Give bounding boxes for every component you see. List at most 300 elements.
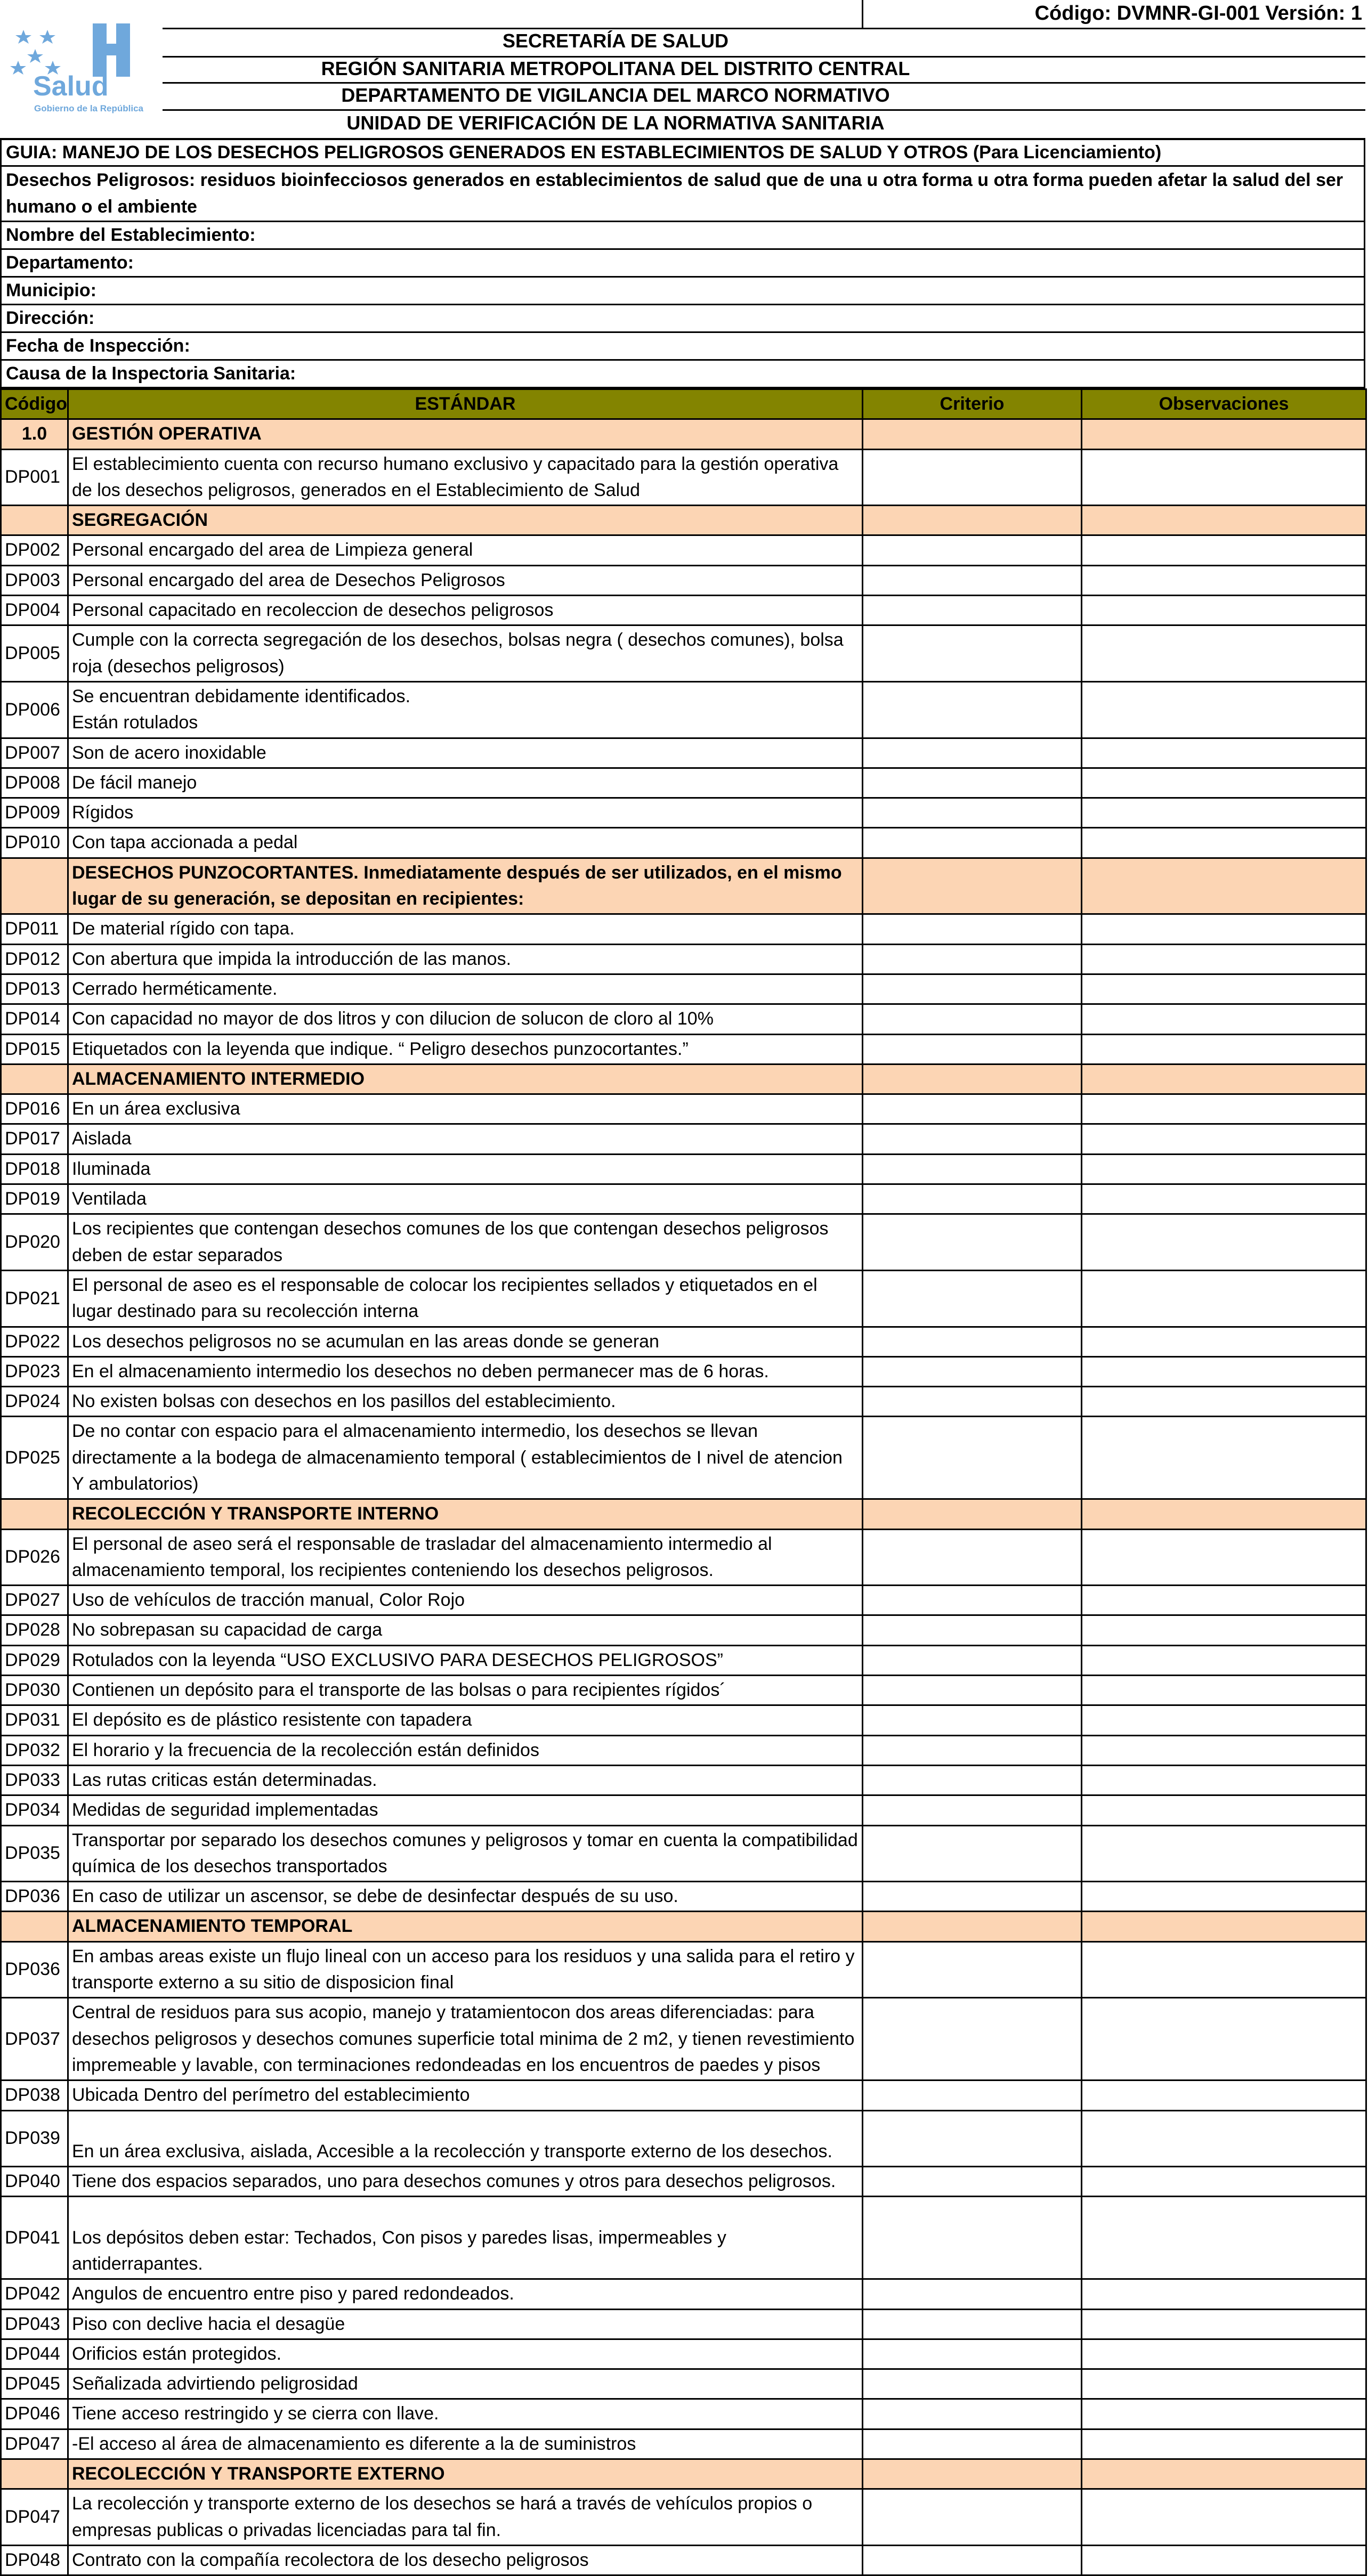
row-standard: Son de acero inoxidable [68, 738, 863, 768]
observaciones-cell[interactable] [1082, 419, 1366, 449]
observaciones-cell[interactable] [1082, 2309, 1366, 2339]
criterio-cell[interactable] [863, 944, 1082, 974]
observaciones-cell[interactable] [1082, 1998, 1366, 2081]
field-address [0, 305, 1365, 333]
table-row [1, 768, 1366, 798]
criterio-cell[interactable] [863, 1034, 1082, 1064]
row-code: DP021 [1, 1270, 68, 1327]
row-code: DP039 [1, 2110, 68, 2167]
row-code: DP046 [1, 2399, 68, 2429]
observaciones-cell[interactable] [1082, 449, 1366, 506]
table-row [1, 625, 1366, 682]
row-code: DP035 [1, 1825, 68, 1882]
observaciones-cell[interactable] [1082, 1912, 1366, 1941]
row-standard: De no contar con espacio para el almacenamiento intermedio, los desechos se llevan directamente a la bodega de almacenamiento temporal ( establecimientos de I nivel de atencion Y ambulatorios) [68, 1417, 863, 1499]
observaciones-cell[interactable] [1082, 2339, 1366, 2369]
row-code: DP001 [1, 449, 68, 506]
row-code: DP024 [1, 1387, 68, 1417]
table-row [1, 1795, 1366, 1825]
field-label: Municipio: [6, 280, 96, 300]
col-header-criterio: Criterio [863, 389, 1082, 419]
row-standard: Señalizada advirtiendo peligrosidad [68, 2369, 863, 2399]
criterio-cell[interactable] [863, 565, 1082, 595]
criterio-cell[interactable] [863, 798, 1082, 828]
criterio-cell[interactable] [863, 1825, 1082, 1882]
row-standard: No existen bolsas con desechos en los pasillos del establecimiento. [68, 1387, 863, 1417]
criterio-cell[interactable] [863, 625, 1082, 682]
table-row [1, 798, 1366, 828]
observaciones-cell[interactable] [1082, 1004, 1366, 1034]
observaciones-cell[interactable] [1082, 2429, 1366, 2459]
table-row [1, 1184, 1366, 1214]
observaciones-cell[interactable] [1082, 506, 1366, 535]
row-code: DP043 [1, 2309, 68, 2339]
row-code: DP020 [1, 1214, 68, 1271]
criterio-cell[interactable] [863, 1417, 1082, 1499]
row-standard: DESECHOS PUNZOCORTANTES. Inmediatamente después de ser utilizados, en el mismo lugar de su generación, se depositan en recipientes: [68, 858, 863, 914]
row-code: DP047 [1, 2429, 68, 2459]
criterio-cell[interactable] [863, 1615, 1082, 1645]
criterio-cell[interactable] [863, 1327, 1082, 1356]
row-code: DP018 [1, 1154, 68, 1184]
observaciones-cell[interactable] [1082, 944, 1366, 974]
row-standard: Medidas de seguridad implementadas [68, 1795, 863, 1825]
criterio-cell[interactable] [863, 419, 1082, 449]
criterio-cell[interactable] [863, 1064, 1082, 1094]
field-label: Nombre del Establecimiento: [6, 225, 256, 245]
criterio-cell[interactable] [863, 1882, 1082, 1912]
table-row [1, 1676, 1366, 1705]
row-standard: Cerrado herméticamente. [68, 974, 863, 1004]
row-code: DP042 [1, 2279, 68, 2309]
observaciones-cell[interactable] [1082, 1064, 1366, 1094]
row-standard: El personal de aseo es el responsable de colocar los recipientes sellados y etiquetados en el lugar destinado para su recolección interna [68, 1270, 863, 1327]
observaciones-cell[interactable] [1082, 1094, 1366, 1124]
row-standard: Cumple con la correcta segregación de los desechos, bolsas negra ( desechos comunes), bolsa roja (desechos peligrosos) [68, 625, 863, 682]
observaciones-cell[interactable] [1082, 1615, 1366, 1645]
row-standard: GESTIÓN OPERATIVA [68, 419, 863, 449]
field-department [0, 250, 1365, 278]
section-row [1, 1064, 1366, 1094]
row-standard: RECOLECCIÓN Y TRANSPORTE INTERNO [68, 1499, 863, 1529]
row-code: DP014 [1, 1004, 68, 1034]
table-row [1, 1825, 1366, 1882]
row-standard: Personal encargado del area de Limpieza general [68, 535, 863, 565]
observaciones-cell[interactable] [1082, 858, 1366, 914]
row-code: DP037 [1, 1998, 68, 2081]
table-row [1, 1882, 1366, 1912]
table-row [1, 1417, 1366, 1499]
row-code: DP027 [1, 1586, 68, 1615]
row-code: DP015 [1, 1034, 68, 1064]
table-row [1, 1529, 1366, 1586]
row-code: DP007 [1, 738, 68, 768]
row-standard: Personal encargado del area de Desechos Peligrosos [68, 565, 863, 595]
col-header-standard: ESTÁNDAR [68, 389, 863, 419]
observaciones-cell[interactable] [1082, 625, 1366, 682]
criterio-cell[interactable] [863, 828, 1082, 858]
row-code: DP025 [1, 1417, 68, 1499]
criterio-cell[interactable] [863, 2459, 1082, 2489]
definition [0, 167, 1365, 222]
observaciones-cell[interactable] [1082, 1882, 1366, 1912]
header-rule [163, 82, 1365, 84]
table-row [1, 1387, 1366, 1417]
criterio-cell[interactable] [863, 2309, 1082, 2339]
criterio-cell[interactable] [863, 1795, 1082, 1825]
criterio-cell[interactable] [863, 914, 1082, 944]
row-standard: Los recipientes que contengan desechos comunes de los que contengan desechos peligrosos deben de estar separados [68, 1214, 863, 1271]
row-code: DP022 [1, 1327, 68, 1356]
row-standard: Etiquetados con la leyenda que indique. “ Peligro desechos punzocortantes.” [68, 1034, 863, 1064]
row-standard: Ubicada Dentro del perímetro del establecimiento [68, 2081, 863, 2110]
observaciones-cell[interactable] [1082, 1154, 1366, 1184]
observaciones-cell[interactable] [1082, 1586, 1366, 1615]
col-header-observaciones: Observaciones [1082, 389, 1366, 419]
row-code [1, 506, 68, 535]
row-code: DP002 [1, 535, 68, 565]
table-row [1, 1998, 1366, 2081]
table-row [1, 738, 1366, 768]
observaciones-cell[interactable] [1082, 1765, 1366, 1795]
row-standard: La recolección y transporte externo de los desechos se hará a través de vehículos propios o empresas publicas o privadas licenciadas para tal fin. [68, 2489, 863, 2546]
observaciones-cell[interactable] [1082, 1327, 1366, 1356]
row-standard: Tiene dos espacios separados, uno para desechos comunes y otros para desechos peligrosos. [68, 2167, 863, 2197]
row-standard: Personal capacitado en recoleccion de desechos peligrosos [68, 596, 863, 625]
criterio-cell[interactable] [863, 2279, 1082, 2309]
document-header [0, 0, 1365, 140]
observaciones-cell[interactable] [1082, 1214, 1366, 1271]
row-standard: Transportar por separado los desechos comunes y peligrosos y tomar en cuenta la compatibilidad química de los desechos transportados [68, 1825, 863, 1882]
criterio-cell[interactable] [863, 1586, 1082, 1615]
field-label: Dirección: [6, 308, 95, 328]
observaciones-cell[interactable] [1082, 1705, 1366, 1735]
section-row [1, 419, 1366, 449]
header-rule [163, 28, 1365, 29]
table-row [1, 944, 1366, 974]
row-standard: No sobrepasan su capacidad de carga [68, 1615, 863, 1645]
table-row [1, 2339, 1366, 2369]
row-code: DP034 [1, 1795, 68, 1825]
table-row [1, 2081, 1366, 2110]
table-row [1, 1586, 1366, 1615]
criterio-cell[interactable] [863, 2545, 1082, 2575]
observaciones-cell[interactable] [1082, 2081, 1366, 2110]
header-line-1: SECRETARÍA DE SALUD [502, 30, 729, 52]
field-establishment [0, 222, 1365, 250]
table-row [1, 1941, 1366, 1998]
row-code: DP012 [1, 944, 68, 974]
row-code [1, 1499, 68, 1529]
header-line-3: DEPARTAMENTO DE VIGILANCIA DEL MARCO NORMATIVO [341, 84, 890, 106]
row-standard: ALMACENAMIENTO INTERMEDIO [68, 1064, 863, 1094]
row-standard: Con abertura que impida la introducción de las manos. [68, 944, 863, 974]
row-standard: Los depósitos deben estar: Techados, Con pisos y paredes lisas, impermeables y antiderrapantes. [68, 2197, 863, 2279]
criterio-cell[interactable] [863, 1124, 1082, 1154]
criterio-cell[interactable] [863, 1499, 1082, 1529]
row-standard: RECOLECCIÓN Y TRANSPORTE EXTERNO [68, 2459, 863, 2489]
row-standard: En el almacenamiento intermedio los desechos no deben permanecer mas de 6 horas. [68, 1356, 863, 1386]
row-standard: Los desechos peligrosos no se acumulan en las areas donde se generan [68, 1327, 863, 1356]
row-standard: Central de residuos para sus acopio, manejo y tratamientocon dos areas diferenciadas: para desechos peligrosos y desechos comunes superficie total minima de 2 m2, y tienen revestimiento impremeable y lavable, con terminaciones redondeadas en los encuentros de paedes y pisos [68, 1998, 863, 2081]
table-row [1, 1645, 1366, 1675]
criterio-cell[interactable] [863, 2081, 1082, 2110]
criterio-cell[interactable] [863, 1184, 1082, 1214]
observaciones-cell[interactable] [1082, 596, 1366, 625]
row-standard: Aislada [68, 1124, 863, 1154]
observaciones-cell[interactable] [1082, 2399, 1366, 2429]
row-standard: Orificios están protegidos. [68, 2339, 863, 2369]
table-row [1, 2167, 1366, 2197]
observaciones-cell[interactable] [1082, 2110, 1366, 2167]
table-row [1, 1154, 1366, 1184]
row-standard: -El acceso al área de almacenamiento es diferente a la de suministros [68, 2429, 863, 2459]
criterio-cell[interactable] [863, 1214, 1082, 1271]
row-code: DP005 [1, 625, 68, 682]
table-row [1, 1094, 1366, 1124]
section-row [1, 1499, 1366, 1529]
section-row [1, 858, 1366, 914]
criterio-cell[interactable] [863, 1387, 1082, 1417]
row-standard: El personal de aseo será el responsable de trasladar del almacenamiento intermedio al almacenamiento temporal, los recipientes conteniendo los desechos peligrosos. [68, 1529, 863, 1586]
table-row [1, 1034, 1366, 1064]
field-label: Fecha de Inspección: [6, 336, 190, 356]
row-code: DP006 [1, 681, 68, 738]
observaciones-cell[interactable] [1082, 1184, 1366, 1214]
row-standard: Rotulados con la leyenda “USO EXCLUSIVO PARA DESECHOS PELIGROSOS” [68, 1645, 863, 1675]
observaciones-cell[interactable] [1082, 768, 1366, 798]
row-code: DP004 [1, 596, 68, 625]
criterio-cell[interactable] [863, 681, 1082, 738]
criterio-cell[interactable] [863, 2110, 1082, 2167]
row-code: DP040 [1, 2167, 68, 2197]
row-code: DP017 [1, 1124, 68, 1154]
criterio-cell[interactable] [863, 1356, 1082, 1386]
observaciones-cell[interactable] [1082, 738, 1366, 768]
table-row [1, 2399, 1366, 2429]
observaciones-cell[interactable] [1082, 2197, 1366, 2279]
table-row [1, 1124, 1366, 1154]
observaciones-cell[interactable] [1082, 974, 1366, 1004]
criterio-cell[interactable] [863, 1529, 1082, 1586]
observaciones-cell[interactable] [1082, 1735, 1366, 1765]
observaciones-cell[interactable] [1082, 681, 1366, 738]
row-code: DP045 [1, 2369, 68, 2399]
row-code: DP026 [1, 1529, 68, 1586]
row-code [1, 1064, 68, 1094]
row-code: 1.0 [1, 419, 68, 449]
row-code [1, 2459, 68, 2489]
row-code: DP016 [1, 1094, 68, 1124]
table-row [1, 681, 1366, 738]
observaciones-cell[interactable] [1082, 1645, 1366, 1675]
row-code: DP044 [1, 2339, 68, 2369]
observaciones-cell[interactable] [1082, 1529, 1366, 1586]
observaciones-cell[interactable] [1082, 1034, 1366, 1064]
row-code: DP003 [1, 565, 68, 595]
row-standard: En un área exclusiva, aislada, Accesible a la recolección y transporte externo de los desechos. [68, 2110, 863, 2167]
table-row [1, 828, 1366, 858]
row-standard: Tiene acceso restringido y se cierra con llave. [68, 2399, 863, 2429]
observaciones-cell[interactable] [1082, 1417, 1366, 1499]
section-row [1, 506, 1366, 535]
table-row [1, 1327, 1366, 1356]
observaciones-cell[interactable] [1082, 1825, 1366, 1882]
row-standard: Las rutas criticas están determinadas. [68, 1765, 863, 1795]
table-row [1, 1705, 1366, 1735]
criterio-cell[interactable] [863, 768, 1082, 798]
row-standard: SEGREGACIÓN [68, 506, 863, 535]
observaciones-cell[interactable] [1082, 1795, 1366, 1825]
table-row [1, 1270, 1366, 1327]
criterio-cell[interactable] [863, 738, 1082, 768]
criterio-cell[interactable] [863, 535, 1082, 565]
row-standard: Contienen un depósito para el transporte de las bolsas o para recipientes rígidos´ [68, 1676, 863, 1705]
row-standard: ALMACENAMIENTO TEMPORAL [68, 1912, 863, 1941]
row-standard: Con capacidad no mayor de dos litros y con dilucion de solucon de cloro al 10% [68, 1004, 863, 1034]
criterio-cell[interactable] [863, 1941, 1082, 1998]
observaciones-cell[interactable] [1082, 798, 1366, 828]
row-code: DP013 [1, 974, 68, 1004]
row-code: DP008 [1, 768, 68, 798]
criterio-cell[interactable] [863, 2369, 1082, 2399]
criterio-cell[interactable] [863, 1705, 1082, 1735]
criterio-cell[interactable] [863, 1094, 1082, 1124]
row-code: DP038 [1, 2081, 68, 2110]
table-row [1, 1615, 1366, 1645]
table-row [1, 535, 1366, 565]
row-standard: En ambas areas existe un flujo lineal con un acceso para los residuos y una salida para el retiro y transporte externo a su sitio de disposicion final [68, 1941, 863, 1998]
guide-title [0, 140, 1365, 167]
table-row [1, 1356, 1366, 1386]
row-standard: El establecimiento cuenta con recurso humano exclusivo y capacitado para la gestión operativa de los desechos peligrosos, generados en el Establecimiento de Salud [68, 449, 863, 506]
row-standard: En un área exclusiva [68, 1094, 863, 1124]
table-row [1, 2489, 1366, 2546]
document-code: Código: DVMNR-GI-001 Versión: 1 [1034, 2, 1362, 25]
row-standard: Contrato con la compañía recolectora de los desecho peligrosos [68, 2545, 863, 2575]
criterio-cell[interactable] [863, 858, 1082, 914]
criterio-cell[interactable] [863, 596, 1082, 625]
criterio-cell[interactable] [863, 2399, 1082, 2429]
row-standard: El depósito es de plástico resistente con tapadera [68, 1705, 863, 1735]
row-code: DP009 [1, 798, 68, 828]
row-standard: Se encuentran debidamente identificados. Están rotulados [68, 681, 863, 738]
header-rule [163, 109, 1365, 111]
observaciones-cell[interactable] [1082, 2545, 1366, 2575]
table-row [1, 2197, 1366, 2279]
table-row [1, 2369, 1366, 2399]
row-code [1, 858, 68, 914]
criterio-cell[interactable] [863, 1735, 1082, 1765]
observaciones-cell[interactable] [1082, 914, 1366, 944]
row-standard: Piso con declive hacia el desagüe [68, 2309, 863, 2339]
criterio-cell[interactable] [863, 2197, 1082, 2279]
row-standard: Con tapa accionada a pedal [68, 828, 863, 858]
criterio-cell[interactable] [863, 1998, 1082, 2081]
row-code: DP041 [1, 2197, 68, 2279]
observaciones-cell[interactable] [1082, 565, 1366, 595]
criterio-cell[interactable] [863, 506, 1082, 535]
row-code: DP033 [1, 1765, 68, 1795]
section-row [1, 1912, 1366, 1941]
row-code: DP047 [1, 2489, 68, 2546]
field-inspection-date [0, 333, 1365, 361]
criterio-cell[interactable] [863, 1676, 1082, 1705]
row-code: DP030 [1, 1676, 68, 1705]
table-row [1, 2309, 1366, 2339]
row-standard: El horario y la frecuencia de la recolección están definidos [68, 1735, 863, 1765]
row-code: DP036 [1, 1882, 68, 1912]
criterio-cell[interactable] [863, 1765, 1082, 1795]
logo-word: Salud [33, 71, 109, 102]
observaciones-cell[interactable] [1082, 1676, 1366, 1705]
row-code: DP029 [1, 1645, 68, 1675]
table-row [1, 974, 1366, 1004]
row-standard: Iluminada [68, 1154, 863, 1184]
criterio-cell[interactable] [863, 2339, 1082, 2369]
criterio-cell[interactable] [863, 1154, 1082, 1184]
table-row [1, 2545, 1366, 2575]
observaciones-cell[interactable] [1082, 2489, 1366, 2546]
observaciones-cell[interactable] [1082, 2369, 1366, 2399]
criterio-cell[interactable] [863, 2167, 1082, 2197]
observaciones-cell[interactable] [1082, 1941, 1366, 1998]
row-standard: De fácil manejo [68, 768, 863, 798]
observaciones-cell[interactable] [1082, 2279, 1366, 2309]
observaciones-cell[interactable] [1082, 1387, 1366, 1417]
standards-table [0, 388, 1367, 2576]
observaciones-cell[interactable] [1082, 1356, 1366, 1386]
observaciones-cell[interactable] [1082, 1270, 1366, 1327]
criterio-cell[interactable] [863, 1645, 1082, 1675]
table-row [1, 2110, 1366, 2167]
observaciones-cell[interactable] [1082, 535, 1366, 565]
definition-text: Desechos Peligrosos: residuos bioinfecciosos generados en establecimientos de salud que de una u otra forma u otra forma pueden afetar la salud del ser humano o el ambiente [6, 170, 1343, 217]
logo-subtitle: Gobierno de la República [34, 103, 143, 113]
row-code: DP032 [1, 1735, 68, 1765]
row-code: DP023 [1, 1356, 68, 1386]
header-divider [862, 0, 863, 28]
observaciones-cell[interactable] [1082, 828, 1366, 858]
row-standard: Ventilada [68, 1184, 863, 1214]
field-municipality [0, 278, 1365, 305]
salud-logo [2, 2, 160, 130]
criterio-cell[interactable] [863, 2429, 1082, 2459]
table-row [1, 1735, 1366, 1765]
row-code [1, 1912, 68, 1941]
observaciones-cell[interactable] [1082, 1499, 1366, 1529]
criterio-cell[interactable] [863, 1912, 1082, 1941]
col-header-code: Código [1, 389, 68, 419]
row-code: DP028 [1, 1615, 68, 1645]
criterio-cell[interactable] [863, 974, 1082, 1004]
observaciones-cell[interactable] [1082, 2459, 1366, 2489]
header-line-4: UNIDAD DE VERIFICACIÓN DE LA NORMATIVA SANITARIA [346, 112, 885, 134]
observaciones-cell[interactable] [1082, 1124, 1366, 1154]
criterio-cell[interactable] [863, 449, 1082, 506]
table-row [1, 914, 1366, 944]
section-row [1, 2459, 1366, 2489]
table-header-row [1, 389, 1366, 419]
criterio-cell[interactable] [863, 1004, 1082, 1034]
row-code: DP036 [1, 1941, 68, 1998]
row-standard: Uso de vehículos de tracción manual, Color Rojo [68, 1586, 863, 1615]
row-code: DP031 [1, 1705, 68, 1735]
criterio-cell[interactable] [863, 1270, 1082, 1327]
table-row [1, 2429, 1366, 2459]
observaciones-cell[interactable] [1082, 2167, 1366, 2197]
criterio-cell[interactable] [863, 2489, 1082, 2546]
